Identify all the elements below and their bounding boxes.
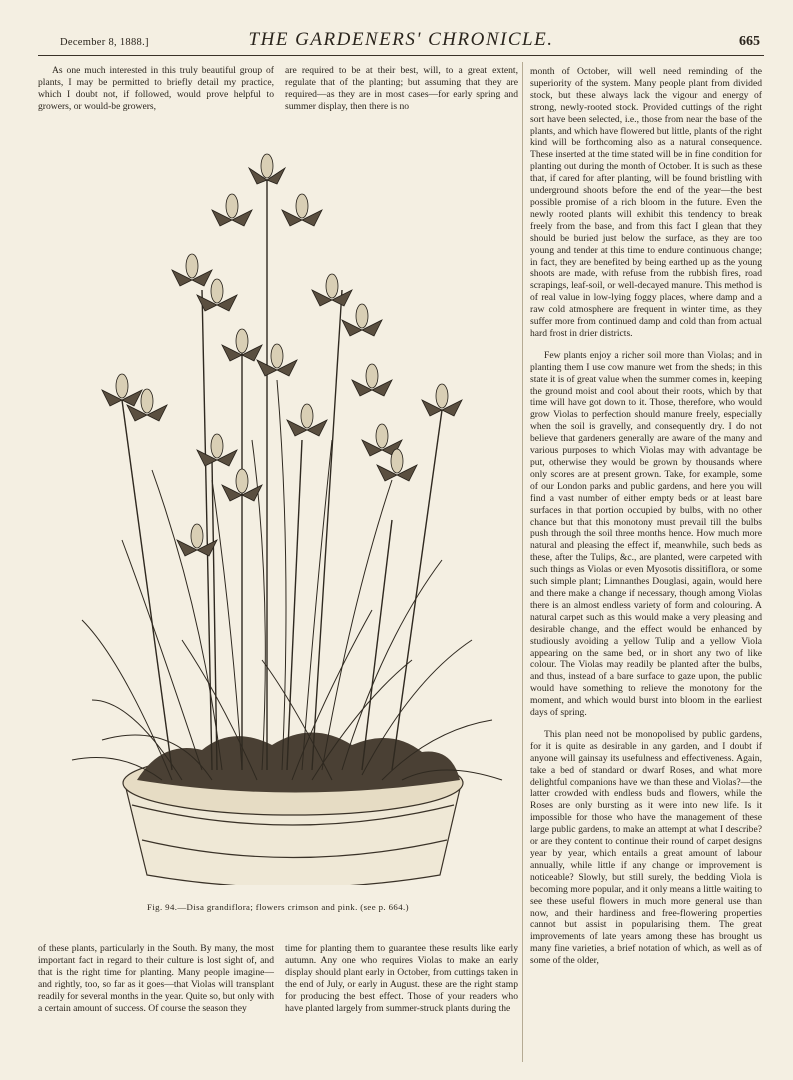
column-2-top [285,65,518,113]
column-divider [522,62,523,1062]
disa-grandiflora-engraving [62,140,512,885]
paragraph: are required to be at their best, will, to a great extent, regulate that of the planting; but assuming that they are required—as they are in most cases—for early spring and summer display, then there is no [285,65,518,112]
paragraph: Few plants enjoy a richer soil more than Violas; and in planting them I use cow manure wet from the sheds; in this state it is of great value when the summer comes in, keeping the ground moist and cool about their roots, which by that time will have got down to it. Those, therefore, who would grow Violas to perfection should manure freely, especially when the soil is gravelly, and consequently dry. I do not believe that gardeners generally are aware of the many and various purposes to which Violas may with advantage be put, otherwise they would be grown by thousands where only scores are at present grown. Take, for example, some of our London parks and public gardens, and here you will find a vast number of either empty beds or at least bare surfaces in that portion occupied by bulbs, with no other chance but that this monotony must prevail till the bulbs push through the soil three months hence. How much more natural and pleasing the effect if, meanwhile, such beds as these, after the Tulips, &c., are planted, were carpeted with such things as Violas or even Myosotis dissitiflora, or some such simple plant; Limnanthes Douglasi, again, would here and there make a change if necessary, though among Violas there is an almost endless variety of form and colouring. A natural carpet such as this would make a very pleasing and desirable change, and the effect would be enhanced by studiously avoiding a yellow Tulip and a yellow Viola appearing on the same bed, or in short any two of like colour. The Violas may readily be planted after the bulbs, and thus, instead of a bare surface to gaze upon, the public would have something to relieve the monotony for the moment, and which would burst into bloom in the earliest days of spring. [530,349,762,719]
paragraph: month of October, will well need reminding of the superiority of the system. Many people plant from divided stock, but these always lack the vigour and energy of strong, newly-rooted stock. Provided cuttings of the right sort have been selected, i.e., those from near the base of the plants, and which have flowered but little, plants of the right kind will be forthcoming also as a natural consequence. These inserted at the time stated will be in fine condition for planting out during the month of October. It is such as these that, if cared for after planting, will be found bristling with underground shoots before the end of the year—the best possible promise of a rich bloom in the future. Even the newly rooted plants will exhibit this tendency to break freely from the base, and from this fact I glean that they should be buried just below the surface, as they are too young and tender at this time to endure continuous change; in fact, they are benefited by being earthed up as the young shoots are made, with refuse from the rubbish fires, road scrapings, leaf-soil, or well-decayed manure. This method is of real value in low-lying foggy places, where damp and a raw cold atmosphere are frequent in winter time, as they suffer more from continued damp and cold than from actual hard frost in drier districts. [530,66,762,339]
journal-title: THE GARDENERS' CHRONICLE. [248,29,554,50]
figure-caption: Fig. 94.—Disa grandiflora; flowers crimson and pink. (see p. 664.) [147,902,409,912]
paragraph: of these plants, particularly in the South. By many, the most important fact in regard to their culture is lost sight of, and that is the right time for planting. Many people imagine—and rightly, too, so far as it goes—that Violas will transplant readily for several months in the year. Quite so, but only with a certain amount of success. Of course the season they [38,943,274,1014]
header-rule [38,55,764,56]
column-1-bottom [38,943,274,1014]
paragraph: This plan need not be monopolised by public gardens, for it is quite as desirable in any garden, and I doubt if anyone will gainsay its usefulness and effectiveness. Again, take a bed of standard or dwarf Roses, and what more delightful companions have we than these and Violas?—the latter crowded with endless buds and flowers, while the Roses are only bursting as it were into new life. Is it impossible for those who have the management of these large public gardens, to make an attempt at what I describe? or are they content to continue their round of carpet designs year by year, which entails a great amount of labour annually, while little if any change or improvement is noticeable? Slowly, but still surely, the bedding Viola is becoming more popular, and it only means a little waiting to see these useful flowers in much more general use than now, and their hardiness and free-flowering properties cannot but assist in popularising them. The great improvements of late years among these has brought us many fine varieties, a brief notation of which, as well as of some of the older, [530,728,762,967]
paragraph: As one much interested in this truly beautiful group of plants, I may be permitted to briefly detail my practice, which I doubt not, if followed, would prove helpful to growers, or would-be growers, [38,65,274,112]
paragraph: time for planting them to guarantee these results like early autumn. Any one who requires Violas to make an early display should plant early in October, from cuttings taken in the end of July, or early in August. these are the right stamp for producing the best effect. Those of your readers who have planted largely from summer-struck plants during the [285,943,518,1014]
page-number: 665 [739,34,760,49]
column-3 [530,66,762,967]
disa-blooms [102,154,462,556]
page-header [38,28,764,56]
column-1-top [38,65,274,113]
column-2-bottom [285,943,518,1014]
issue-date: December 8, 1888.] [60,37,149,48]
